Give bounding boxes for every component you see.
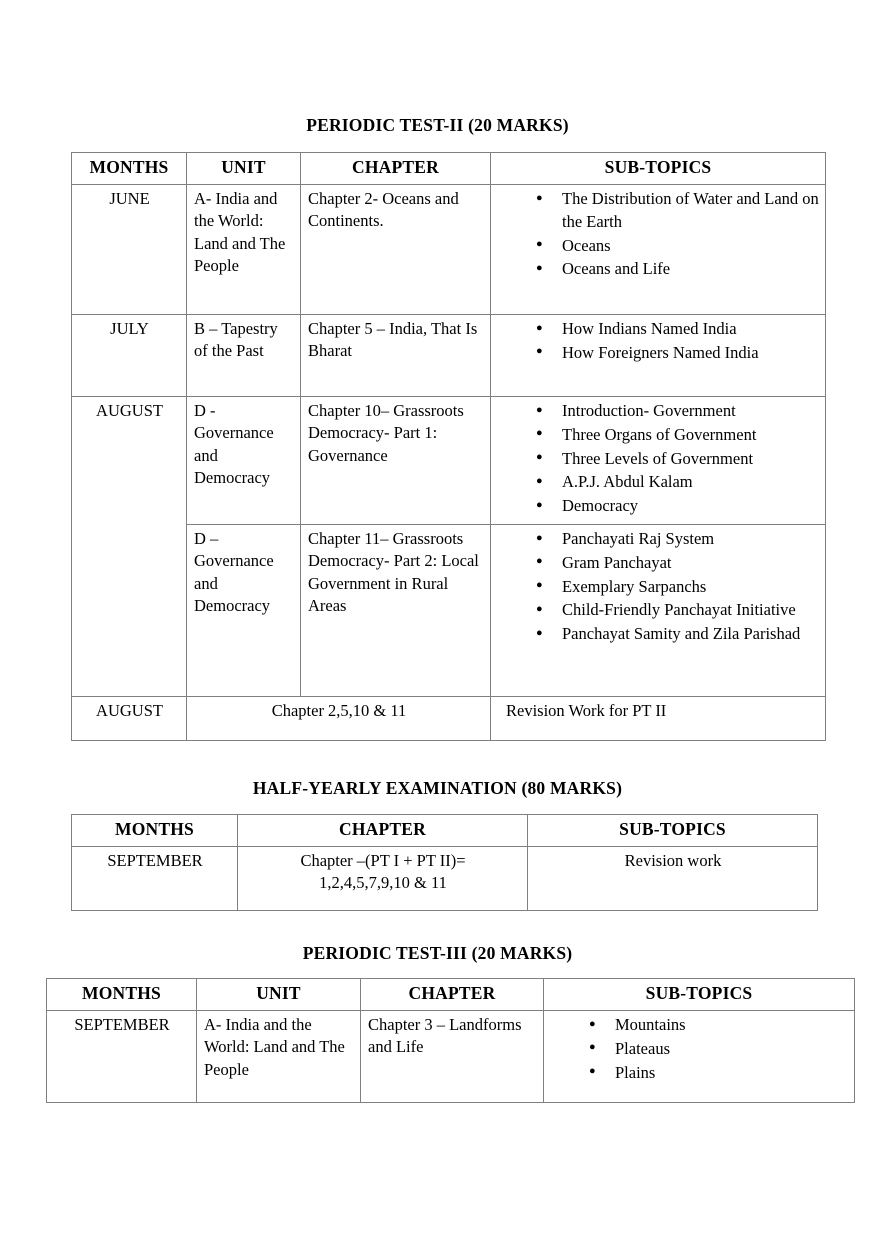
column-header-months: MONTHS xyxy=(47,979,197,1011)
table-half-yearly xyxy=(71,814,818,911)
cell-chapter: Chapter 10– Grassroots Democracy- Part 1: Governance xyxy=(301,397,491,525)
chapter-line-2: 1,2,4,5,7,9,10 & 11 xyxy=(319,873,447,893)
list-item: ● Mountains xyxy=(589,1014,848,1037)
list-item: ● Exemplary Sarpanchs xyxy=(536,576,819,599)
cell-subtopics: Revision work xyxy=(528,847,818,911)
list-item: ● Panchayat Samity and Zila Parishad xyxy=(536,623,819,646)
cell-subtopics xyxy=(491,397,826,525)
table-periodic-test-2 xyxy=(71,152,826,741)
cell-chapter: Chapter 2,5,10 & 11 xyxy=(187,697,491,741)
cell-unit: A- India and the World: Land and The People xyxy=(197,1011,361,1103)
cell-subtopics xyxy=(544,1011,855,1103)
table-row xyxy=(72,315,826,397)
column-header-chapter: CHAPTER xyxy=(301,153,491,185)
cell-unit: A- India and the World: Land and The People xyxy=(187,185,301,315)
column-header-months: MONTHS xyxy=(72,815,238,847)
cell-chapter: Chapter 11– Grassroots Democracy- Part 2: Local Government in Rural Areas xyxy=(301,525,491,697)
column-header-subtopics: SUB-TOPICS xyxy=(528,815,818,847)
column-header-months: MONTHS xyxy=(72,153,187,185)
cell-chapter: Chapter 5 – India, That Is Bharat xyxy=(301,315,491,397)
list-item: ● Three Organs of Government xyxy=(536,424,819,447)
list-item: ● Panchayati Raj System xyxy=(536,528,819,551)
cell-unit: D – Governance and Democracy xyxy=(187,525,301,697)
table-periodic-test-3 xyxy=(46,978,855,1103)
list-item: ● A.P.J. Abdul Kalam xyxy=(536,471,819,494)
section-title-half-yearly: HALF-YEARLY EXAMINATION (80 MARKS) xyxy=(252,778,623,798)
column-header-chapter: CHAPTER xyxy=(361,979,544,1011)
table-row xyxy=(72,185,826,315)
column-header-subtopics: SUB-TOPICS xyxy=(491,153,826,185)
cell-chapter xyxy=(238,847,528,911)
list-item: ● Plains xyxy=(589,1062,848,1085)
cell-month: SEPTEMBER xyxy=(72,847,238,911)
column-header-subtopics: SUB-TOPICS xyxy=(544,979,855,1011)
list-item: ● Democracy xyxy=(536,495,819,518)
list-item: ● Oceans and Life xyxy=(536,258,819,281)
column-header-chapter: CHAPTER xyxy=(238,815,528,847)
list-item: ● Child-Friendly Panchayat Initiative xyxy=(536,599,819,622)
cell-month: SEPTEMBER xyxy=(47,1011,197,1103)
cell-subtopics xyxy=(491,697,826,741)
column-header-unit: UNIT xyxy=(187,153,301,185)
list-item: ● Introduction- Government xyxy=(536,400,819,423)
cell-unit: D - Governance and Democracy xyxy=(187,397,301,525)
table-row xyxy=(47,1011,855,1103)
section-title-periodic-test-3: PERIODIC TEST-III (20 MARKS) xyxy=(302,943,573,963)
column-header-unit: UNIT xyxy=(197,979,361,1011)
subtopics-list xyxy=(551,1014,848,1084)
cell-month: AUGUST xyxy=(72,397,187,697)
subtopics-list xyxy=(498,400,819,518)
chapter-line-1: Chapter –(PT I + PT II)= xyxy=(300,851,466,870)
cell-chapter: Chapter 3 – Landforms and Life xyxy=(361,1011,544,1103)
list-item: ● Oceans xyxy=(536,235,819,258)
list-item: ● The Distribution of Water and Land on the Earth xyxy=(536,188,819,234)
table-row-revision xyxy=(72,697,826,741)
table-header-row xyxy=(72,815,818,847)
list-item: ● Plateaus xyxy=(589,1038,848,1061)
section-title-periodic-test-2: PERIODIC TEST-II (20 MARKS) xyxy=(306,115,569,135)
list-item: ● How Indians Named India xyxy=(536,318,819,341)
list-item: ● How Foreigners Named India xyxy=(536,342,819,365)
cell-subtopics xyxy=(491,525,826,697)
subtopics-list xyxy=(498,528,819,646)
table-header-row xyxy=(47,979,855,1011)
table-row xyxy=(72,397,826,525)
cell-subtopics xyxy=(491,315,826,397)
table-row xyxy=(72,847,818,911)
list-item: ● Gram Panchayat xyxy=(536,552,819,575)
revision-text: Revision Work for PT II xyxy=(506,701,667,720)
table-header-row xyxy=(72,153,826,185)
subtopics-list xyxy=(498,188,819,281)
cell-subtopics xyxy=(491,185,826,315)
cell-chapter: Chapter 2- Oceans and Continents. xyxy=(301,185,491,315)
cell-month: JUNE xyxy=(72,185,187,315)
list-item: ● Three Levels of Government xyxy=(536,448,819,471)
subtopics-list xyxy=(498,318,819,365)
cell-month: AUGUST xyxy=(72,697,187,741)
cell-unit: B – Tapestry of the Past xyxy=(187,315,301,397)
cell-month: JULY xyxy=(72,315,187,397)
